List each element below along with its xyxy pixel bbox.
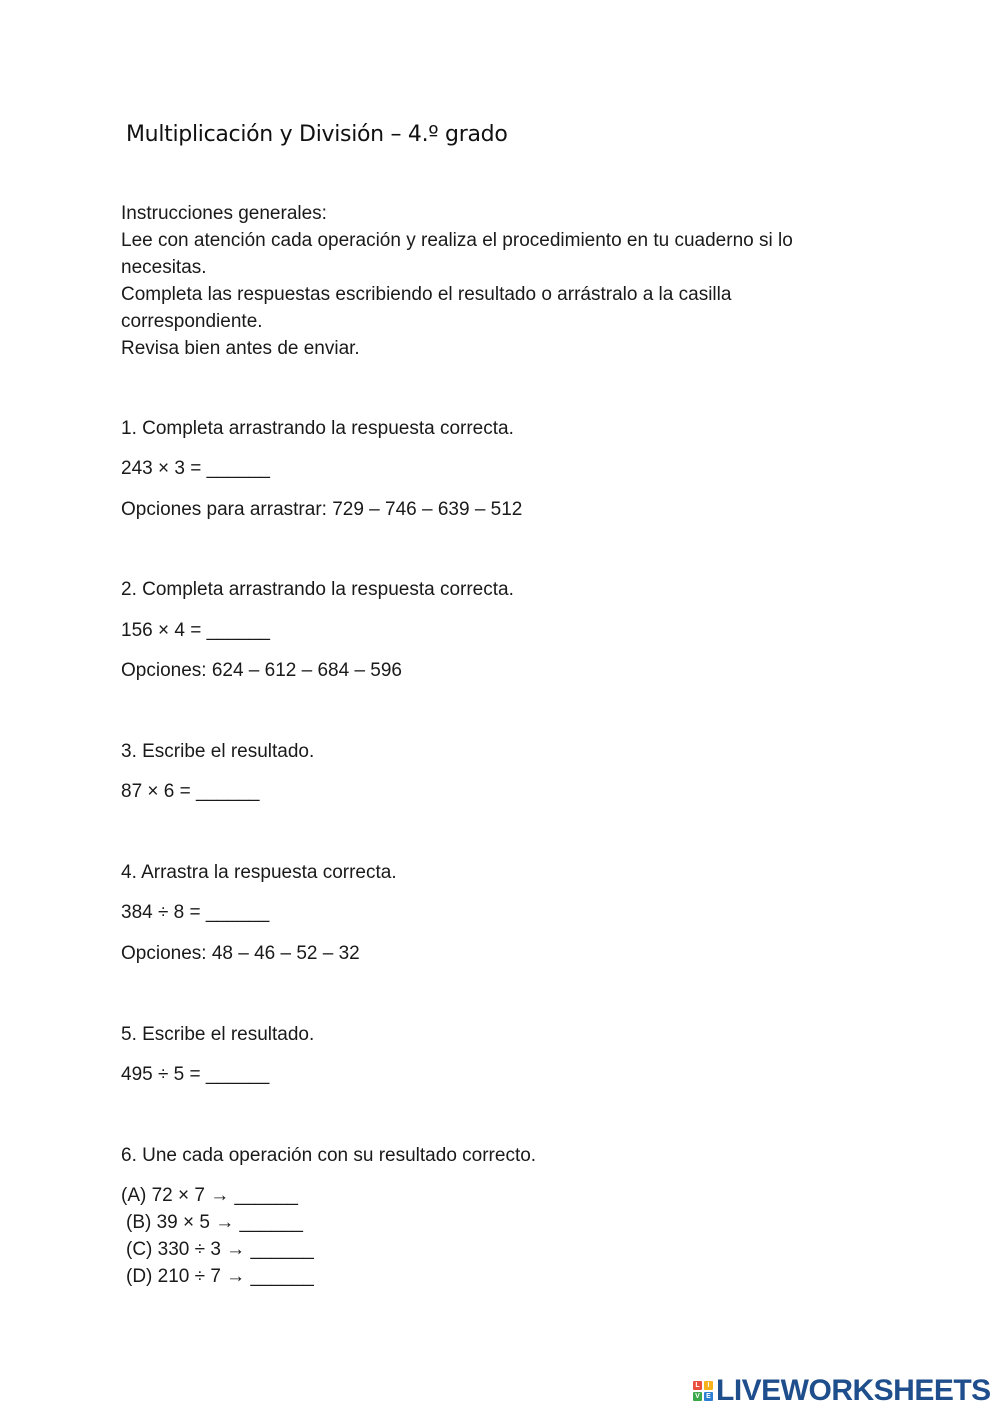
logo-tile-l: L — [693, 1381, 702, 1390]
question-4-prompt: 4. Arrastra la respuesta correcta. — [121, 862, 397, 883]
instruction-line: necesitas. — [121, 257, 207, 278]
question-2-expression[interactable]: 156 × 4 = ______ — [121, 620, 270, 641]
question-4-options[interactable]: Opciones: 48 – 46 – 52 – 32 — [121, 943, 360, 964]
question-5-prompt: 5. Escribe el resultado. — [121, 1024, 315, 1045]
question-2-prompt: 2. Completa arrastrando la respuesta correcta. — [121, 579, 514, 600]
question-1-options[interactable]: Opciones para arrastrar: 729 – 746 – 639 – 512 — [121, 499, 523, 520]
question-6-pair-c[interactable]: (C) 330 ÷ 3 → ______ — [126, 1239, 314, 1260]
logo-tile-v: V — [693, 1392, 702, 1401]
logo-text: LIVEWORKSHEETS — [716, 1374, 991, 1407]
question-6-pair-a[interactable]: (A) 72 × 7 → ______ — [121, 1185, 298, 1206]
logo-tile-i: I — [704, 1381, 713, 1390]
question-5-expression[interactable]: 495 ÷ 5 = ______ — [121, 1064, 270, 1085]
instruction-line: correspondiente. — [121, 311, 263, 332]
logo-tile-e: E — [704, 1392, 713, 1401]
worksheet-title: Multiplicación y División – 4.º grado — [126, 122, 508, 147]
question-6-pair-d[interactable]: (D) 210 ÷ 7 → ______ — [126, 1266, 314, 1287]
question-2-options[interactable]: Opciones: 624 – 612 – 684 – 596 — [121, 660, 403, 681]
logo-grid-icon — [693, 1381, 713, 1401]
question-6-prompt: 6. Une cada operación con su resultado correcto. — [121, 1145, 537, 1166]
liveworksheets-logo — [693, 1375, 991, 1407]
question-3-prompt: 3. Escribe el resultado. — [121, 741, 315, 762]
question-1-prompt: 1. Completa arrastrando la respuesta correcta. — [121, 418, 514, 439]
instruction-line: Revisa bien antes de enviar. — [121, 338, 360, 359]
instructions-heading: Instrucciones generales: — [121, 203, 327, 224]
question-3-expression[interactable]: 87 × 6 = ______ — [121, 781, 260, 802]
question-1-expression[interactable]: 243 × 3 = ______ — [121, 458, 270, 479]
question-4-expression[interactable]: 384 ÷ 8 = ______ — [121, 902, 270, 923]
question-6-pair-b[interactable]: (B) 39 × 5 → ______ — [126, 1212, 303, 1233]
instruction-line: Completa las respuestas escribiendo el resultado o arrástralo a la casilla — [121, 284, 732, 305]
instruction-line: Lee con atención cada operación y realiza el procedimiento en tu cuaderno si lo — [121, 230, 793, 251]
